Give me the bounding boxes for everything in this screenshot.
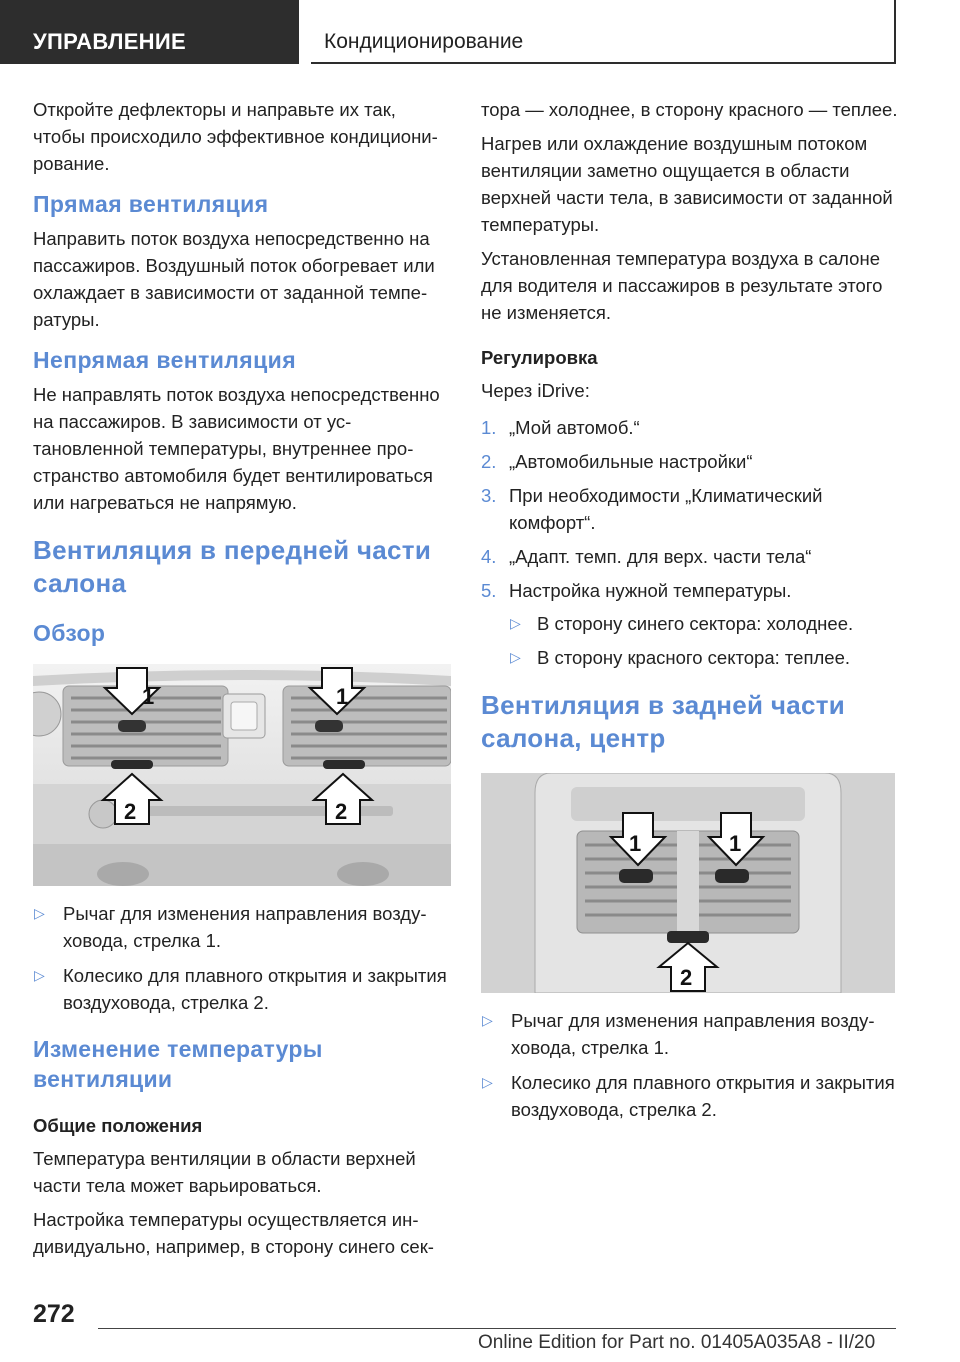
figure-label-2a: 2 (124, 799, 137, 824)
list-item: ▷ Колесико для плавного открытия и закрытия воздуховода, стрелка 2. (33, 962, 451, 1016)
steps-list (481, 414, 899, 671)
rear-ventilation-title: Вентиляция в задней части салона, центр (481, 690, 846, 753)
left-column (33, 96, 451, 1267)
list-item: 4. „Адапт. темп. для верх. части тела“ (481, 546, 812, 567)
triangle-right-icon: ▷ (482, 1012, 493, 1028)
rear-figure-label-1a: 1 (629, 831, 642, 856)
list-item: ▷ В сторону красного сектора: теплее. (509, 644, 899, 671)
front-vents-illustration (33, 664, 451, 886)
via-idrive-text: Через iDrive: (481, 380, 590, 401)
rear-figure-label-1b: 1 (729, 831, 742, 856)
triangle-right-icon: ▷ (510, 615, 521, 631)
intro-text: Откройте дефлекторы и направьте их так, чтобы происходило эффективное кондиционирование. (33, 99, 438, 174)
list-item: ▷ Рычаг для изменения направления воздуховода, стрелка 1. (481, 1007, 899, 1061)
list-item: ▷ В сторону синего сектора: холоднее. (509, 610, 899, 637)
list-item: 3. При необходимости „Климатический комфорт“. (481, 485, 823, 533)
direct-ventilation-title: Прямая вентиляция (33, 191, 269, 217)
triangle-right-icon: ▷ (34, 967, 45, 983)
temperature-title: Изменение температуры вентиляции (33, 1036, 323, 1092)
rear-figure-label-2: 2 (680, 965, 693, 990)
continuation-text: тора — холоднее, в сторону красного — теплее. (481, 99, 898, 120)
list-item: 2. „Автомобильные настройки“ (481, 451, 753, 472)
figure-label-2b: 2 (335, 799, 348, 824)
header-section (0, 0, 299, 64)
header-chapter (311, 0, 896, 64)
figure-label-1b: 1 (336, 684, 349, 709)
regulation-title: Регулировка (481, 347, 598, 368)
footer-divider (98, 1328, 896, 1329)
general-title: Общие положения (33, 1115, 203, 1136)
header-chapter-label: Кондиционирование (324, 30, 524, 53)
list-item: 1. „Мой автомоб.“ (481, 417, 640, 438)
direct-ventilation-text: Направить поток воздуха непосредственно на пассажиров. Воздушный поток обогревает или охлаждает в зависимости от заданной температуры. (33, 228, 435, 330)
triangle-right-icon: ▷ (34, 905, 45, 921)
front-ventilation-title: Вентиляция в передней части салона (33, 535, 432, 598)
general-text-1: Температура вентиляции в области верхней части тела может варьироваться. (33, 1148, 416, 1196)
figure-label-1a: 1 (142, 684, 155, 709)
overview-title: Обзор (33, 620, 106, 646)
indirect-ventilation-text: Не направлять поток воздуха непосредственно на пассажиров. В зависимости от установленной температуры, внутреннее пространство автомобиля будет вентилироваться или нагреваться не напрямую. (33, 384, 440, 513)
general-text-2: Настройка температуры осуществляется индивидуально, например, в сторону синего сек- (33, 1209, 434, 1257)
right-column (481, 96, 899, 1131)
list-item: ▷ Рычаг для изменения направления воздуховода, стрелка 1. (33, 900, 451, 954)
front-bullets (33, 900, 451, 1016)
header-section-label: УПРАВЛЕНИЕ (33, 29, 186, 54)
front-vents-figure (33, 664, 451, 886)
rear-vents-figure (481, 773, 895, 993)
page-number: 272 (33, 1300, 75, 1328)
heat-text: Нагрев или охлаждение воздушным потоком вентиляции заметно ощущается в области верхней части тела, в зависимости от заданной температуры. (481, 133, 893, 235)
indirect-ventilation-title: Непрямая вентиляция (33, 347, 297, 373)
list-item: ▷ Колесико для плавного открытия и закрытия воздуховода, стрелка 2. (481, 1069, 899, 1123)
list-item: 5. Настройка нужной температуры. ▷ В сторону синего сектора: холоднее. ▷ В сторону красного сектора: теплее. (481, 577, 899, 671)
substeps-list (509, 610, 899, 671)
set-temperature-text: Установленная температура воздуха в салоне для водителя и пассажиров в результате этого не изменяется. (481, 248, 883, 323)
rear-bullets (481, 1007, 899, 1123)
triangle-right-icon: ▷ (510, 649, 521, 665)
triangle-right-icon: ▷ (482, 1074, 493, 1090)
footer-edition: Online Edition for Part no. 01405A035A8 - II/20 (478, 1332, 876, 1353)
rear-vents-illustration (481, 773, 895, 993)
